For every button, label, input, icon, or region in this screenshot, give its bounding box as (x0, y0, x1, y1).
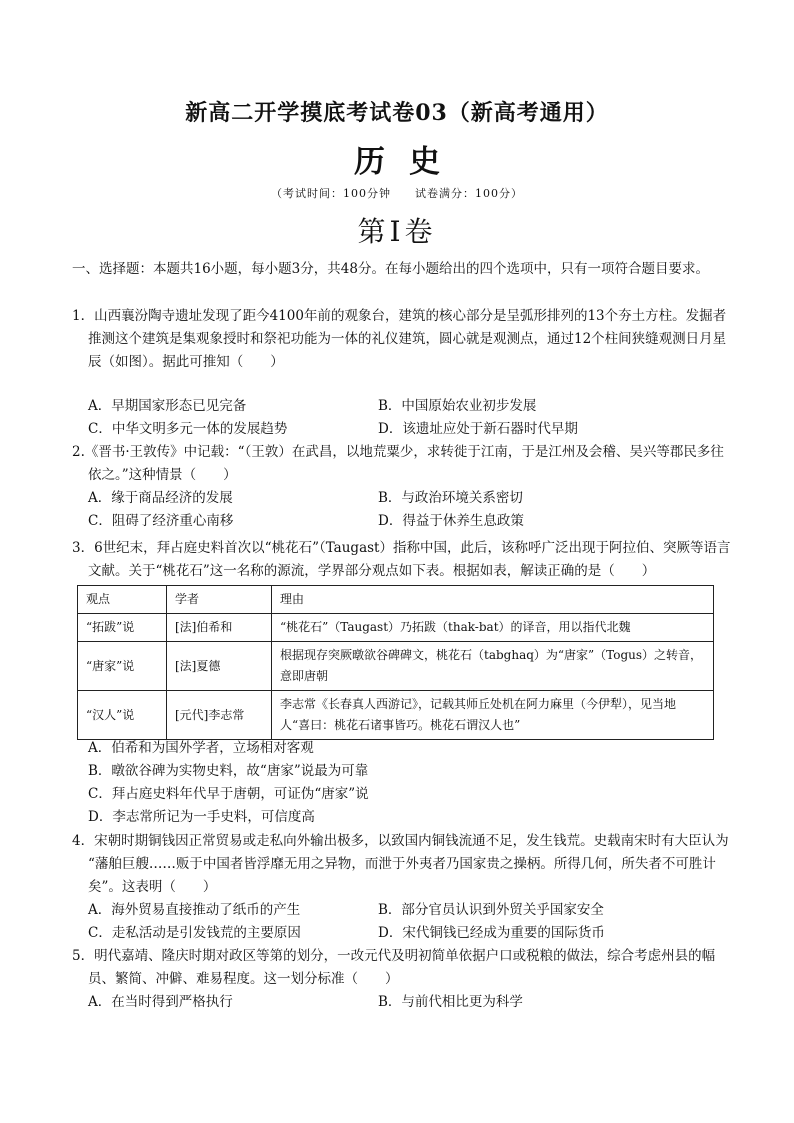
question-stem: 1．山西襄汾陶寺遗址发现了距今4100年前的观象台，建筑的核心部分是呈弧形排列的13个夯土方柱。发掘者推测这个建筑是集观象授时和祭祀功能为一体的礼仪建筑，圆心就是观测点，通过12个柱间狭缝观测日月星辰（如图）。据此可推知（ ） (72, 308, 727, 370)
table-cell: 根据现存突厥暾欲谷碑碑文，桃花石（tabghaq）为“唐家”（Togus）之转音，意即唐朝 (272, 642, 714, 691)
question-4 (72, 830, 734, 945)
table-header-row (78, 586, 714, 614)
option-d[interactable]: D．宋代铜钱已经成为重要的国际货币 (378, 925, 605, 941)
option-a[interactable]: A．海外贸易直接推动了纸币的产生 (88, 902, 301, 918)
option-d[interactable]: D．该遗址应处于新石器时代早期 (378, 421, 578, 437)
subject-heading: 历史 (354, 144, 464, 180)
option-c[interactable]: C．走私活动是引发钱荒的主要原因 (88, 925, 301, 941)
question-1-options (72, 395, 734, 441)
option-b[interactable]: B．部分官员认识到外贸关乎国家安全 (378, 902, 604, 918)
question-3 (72, 537, 734, 583)
table-cell: [法]伯希和 (167, 614, 272, 642)
section-instructions: 一、选择题：本题共16小题，每小题3分，共48分。在每小题给出的四个选项中，只有一项符合题目要求。 (72, 261, 709, 277)
option-a[interactable]: A．缘于商品经济的发展 (88, 490, 233, 506)
table-header: 理由 (272, 586, 714, 614)
question-stem: 3．6世纪末，拜占庭史料首次以“桃花石”（Taugast）指称中国，此后，该称呼广泛出现于阿拉伯、突厥等语言文献。关于“桃花石”这一名称的源流，学界部分观点如下表。根据如表，解读正确的是（ ） (72, 540, 731, 579)
option-b[interactable]: B．与前代相比更为科学 (378, 994, 523, 1010)
question-2 (72, 441, 734, 533)
option-d[interactable]: D．得益于休养生息政策 (378, 513, 524, 529)
table-header: 观点 (78, 586, 167, 614)
table-cell: “拓跋”说 (78, 614, 167, 642)
table-header: 学者 (167, 586, 272, 614)
option-c[interactable]: C．阻碍了经济重心南移 (88, 513, 234, 529)
table-cell: “汉人”说 (78, 691, 167, 740)
option-d[interactable]: D．李志常所记为一手史料，可信度高 (88, 809, 315, 825)
question-stem: 2.《晋书·王敦传》中记载：“（王敦）在武昌，以地荒粟少，求转徙于江南，于是江州及会稽、吴兴等郡民多往依之。”这种情景（ ） (72, 444, 724, 483)
table-row (78, 642, 714, 691)
question-3-options (72, 737, 734, 829)
question-5 (72, 945, 734, 1014)
option-c[interactable]: C．拜占庭史料年代早于唐朝，可证伪“唐家”说 (88, 786, 369, 802)
table-cell: [法]夏德 (167, 642, 272, 691)
table-cell: “桃花石”（Taugast）乃拓跋（thak-bat）的译音，用以指代北魏 (272, 614, 714, 642)
table-cell: 李志常《长春真人西游记》，记载其师丘处机在阿力麻里（今伊犁），见当地人“喜曰：桃花石诸事皆巧。桃花石谓汉人也” (272, 691, 714, 740)
exam-title: 新高二开学摸底考试卷03（新高考通用） (185, 100, 609, 126)
table-cell: [元代]李志常 (167, 691, 272, 740)
table-cell: “唐家”说 (78, 642, 167, 691)
option-b[interactable]: B．与政治环境关系密切 (378, 490, 523, 506)
table-row (78, 614, 714, 642)
table-row (78, 691, 714, 740)
option-b[interactable]: B．中国原始农业初步发展 (378, 398, 537, 414)
option-a[interactable]: A．伯希和为国外学者，立场相对客观 (88, 740, 314, 756)
option-b[interactable]: B．暾欲谷碑为实物史料，故“唐家”说最为可靠 (88, 763, 369, 779)
option-c[interactable]: C．中华文明多元一体的发展趋势 (88, 421, 288, 437)
option-a[interactable]: A．早期国家形态已见完备 (88, 398, 247, 414)
exam-info: （考试时间：100分钟 试卷满分：100分） (271, 187, 523, 200)
question-stem: 5．明代嘉靖、隆庆时期对政区等第的划分，一改元代及明初简单依据户口或税粮的做法，综合考虑州县的幅员、繁简、冲僻、难易程度。这一划分标准（ ） (72, 948, 716, 987)
source-table (77, 585, 714, 740)
option-a[interactable]: A．在当时得到严格执行 (88, 994, 233, 1010)
volume-heading: 第Ⅰ卷 (357, 215, 437, 248)
question-stem: 4．宋朝时期铜钱因正常贸易或走私向外输出极多，以致国内铜钱流通不足，发生钱荒。史载南宋时有大臣认为 “藩舶巨艘……贩于中国者皆浮靡无用之异物，而泄于外夷者乃国家贵之操柄。所得几何，所失者不可胜计矣”。这表明（ ） (72, 833, 729, 895)
question-1 (72, 305, 734, 374)
